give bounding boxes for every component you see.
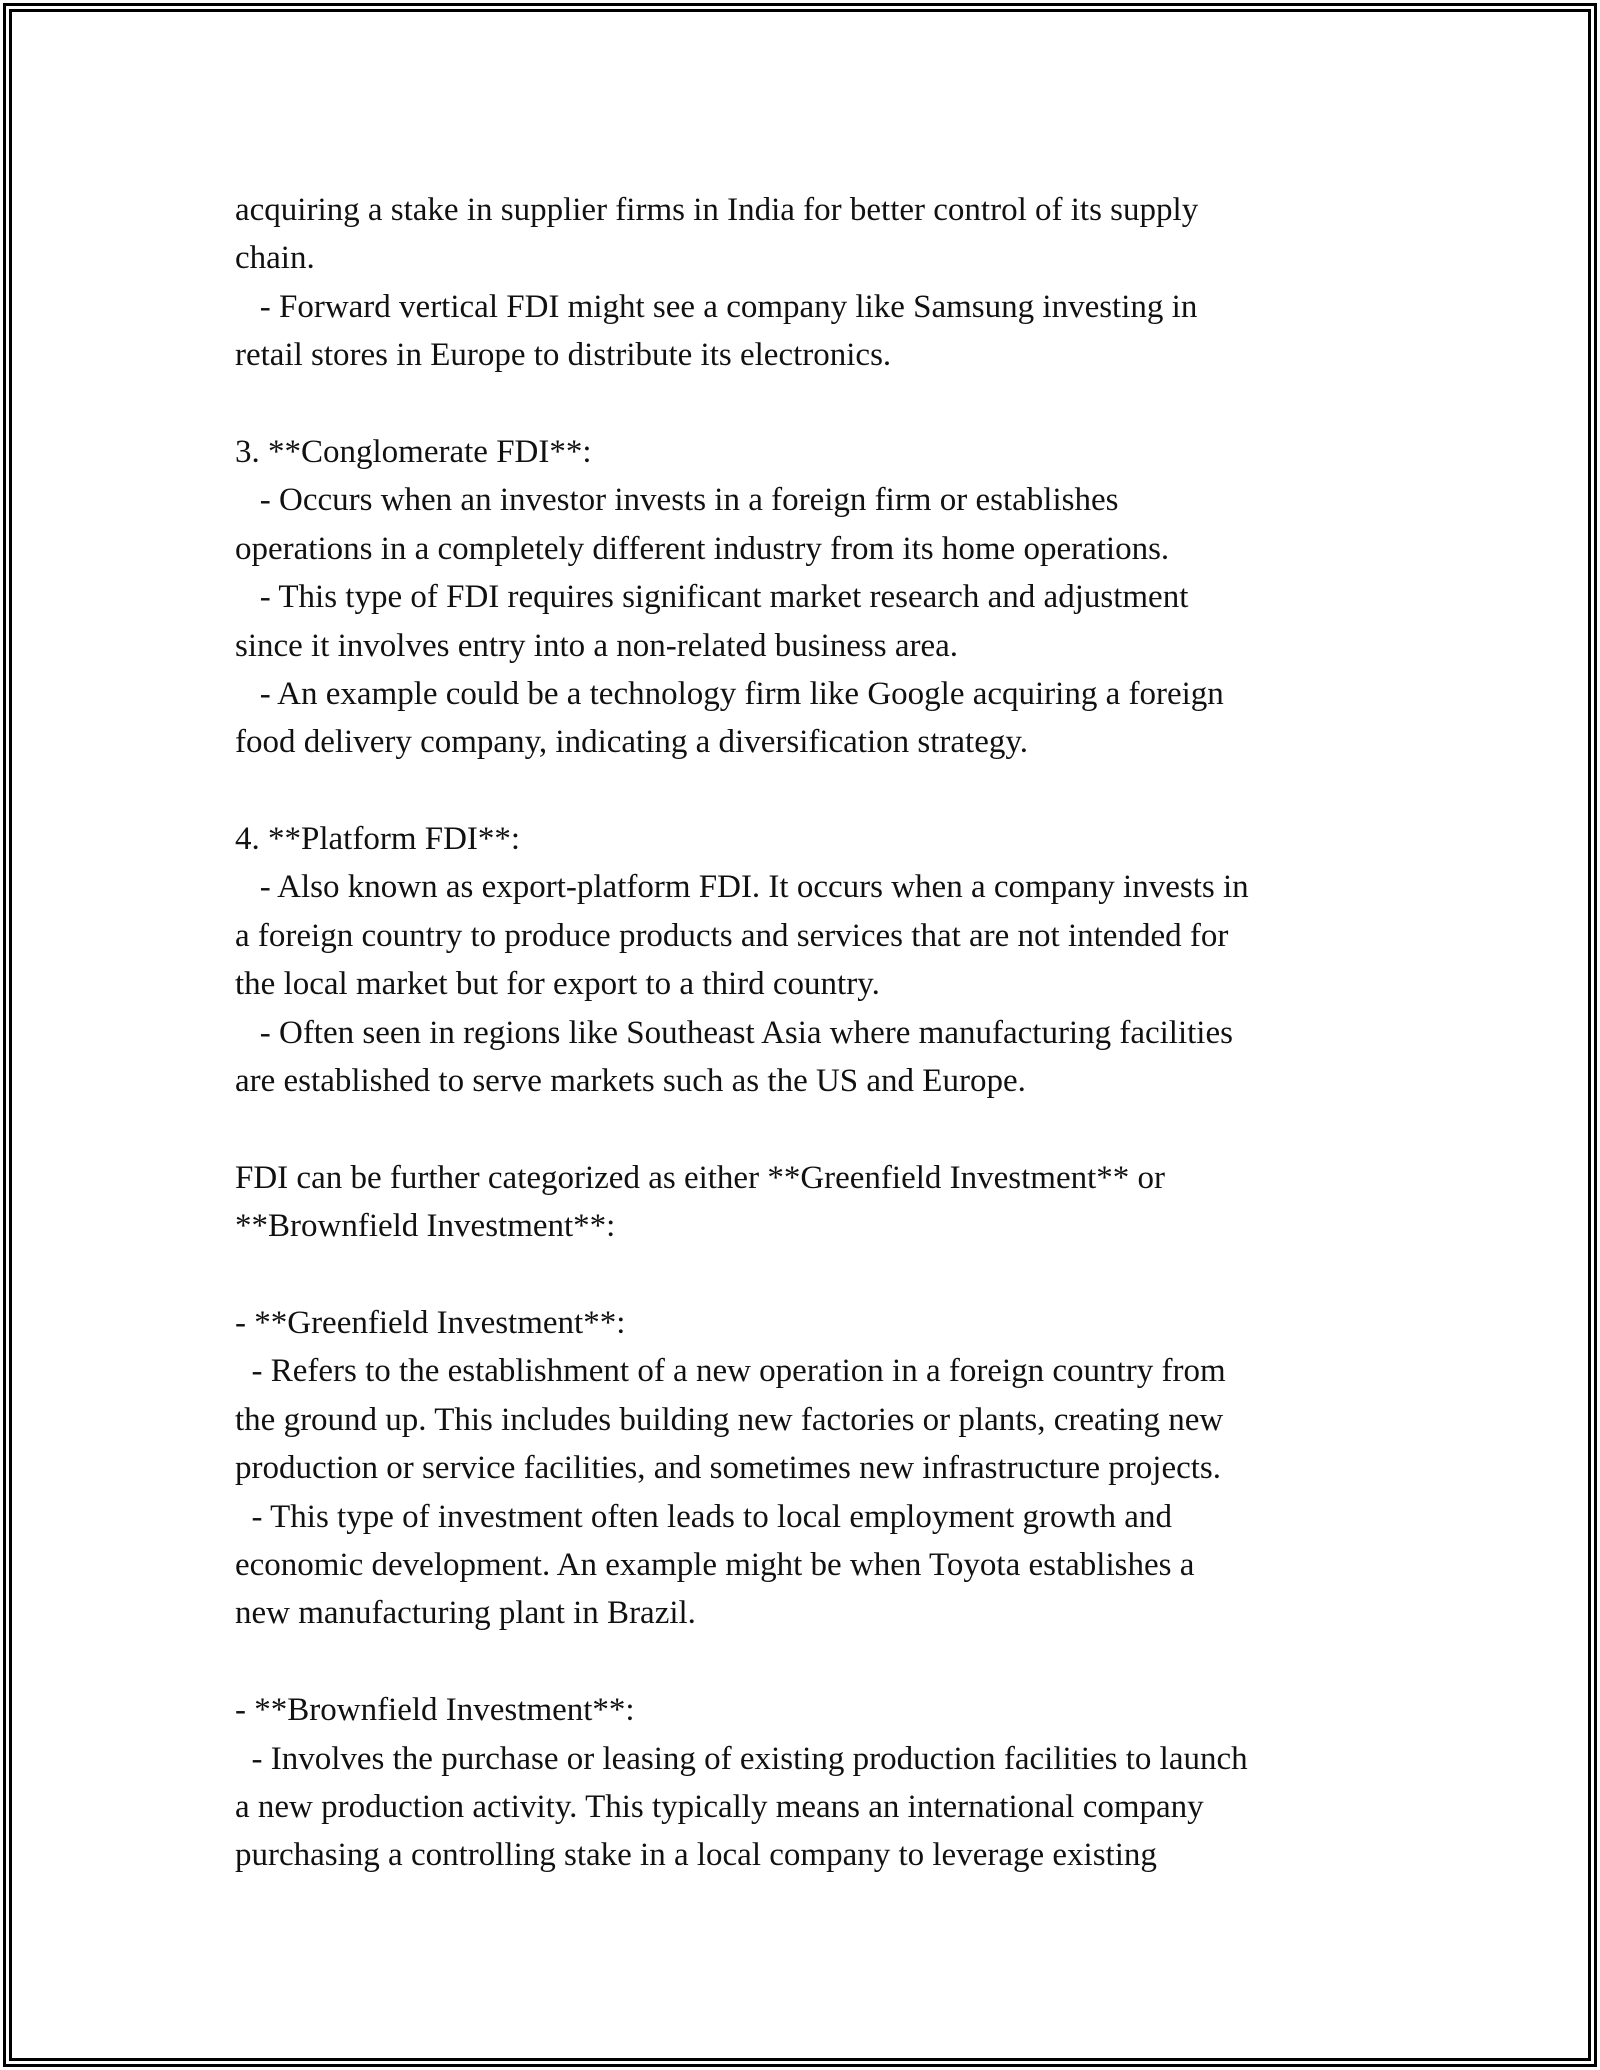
text-line: retail stores in Europe to distribute its electronics. — [235, 337, 892, 374]
section-heading: 3. **Conglomerate FDI**: — [235, 433, 592, 470]
text-line: a new production activity. This typically means an international company — [235, 1788, 1204, 1825]
text-line: production or service facilities, and sometimes new infrastructure projects. — [235, 1450, 1222, 1487]
text-line: since it involves entry into a non-related business area. — [235, 627, 959, 664]
text-line: economic development. An example might be when Toyota establishes a — [235, 1546, 1195, 1583]
blank-line — [235, 1105, 1415, 1153]
text-line: chain. — [235, 240, 315, 277]
text-line: food delivery company, indicating a diversification strategy. — [235, 724, 1028, 761]
blank-line — [235, 1638, 1415, 1686]
text-line: - This type of investment often leads to local employment growth and — [235, 1498, 1172, 1535]
text-line: - Involves the purchase or leasing of existing production facilities to launch — [235, 1740, 1248, 1777]
text-line: - Also known as export-platform FDI. It occurs when a company invests in — [235, 869, 1249, 906]
section-heading: - **Greenfield Investment**: — [235, 1304, 626, 1341]
text-line: - An example could be a technology firm like Google acquiring a foreign — [235, 675, 1224, 712]
blank-line — [235, 767, 1415, 815]
text-line: - Often seen in regions like Southeast Asia where manufacturing facilities — [235, 1014, 1233, 1051]
text-line: are established to serve markets such as the US and Europe. — [235, 1063, 1026, 1100]
section-heading: 4. **Platform FDI**: — [235, 821, 521, 858]
text-line: acquiring a stake in supplier firms in India for better control of its supply — [235, 192, 1199, 228]
document-text — [235, 186, 1415, 1880]
text-line: - This type of FDI requires significant market research and adjustment — [235, 579, 1189, 616]
text-line: **Brownfield Investment**: — [235, 1208, 616, 1245]
text-line: the ground up. This includes building new factories or plants, creating new — [235, 1401, 1224, 1438]
blank-line — [235, 380, 1415, 428]
text-line: operations in a completely different industry from its home operations. — [235, 530, 1170, 567]
text-line: the local market but for export to a third country. — [235, 966, 880, 1003]
text-line: a foreign country to produce products and services that are not intended for — [235, 917, 1229, 954]
text-line: FDI can be further categorized as either **Greenfield Investment** or — [235, 1159, 1166, 1196]
text-line: - Forward vertical FDI might see a company like Samsung investing in — [235, 288, 1198, 325]
text-line: new manufacturing plant in Brazil. — [235, 1595, 696, 1632]
blank-line — [235, 1251, 1415, 1299]
text-line: - Refers to the establishment of a new operation in a foreign country from — [235, 1353, 1226, 1390]
section-heading: - **Brownfield Investment**: — [235, 1692, 635, 1729]
text-line: - Occurs when an investor invests in a foreign firm or establishes — [235, 482, 1119, 519]
text-line: purchasing a controlling stake in a local company to leverage existing — [235, 1837, 1157, 1874]
